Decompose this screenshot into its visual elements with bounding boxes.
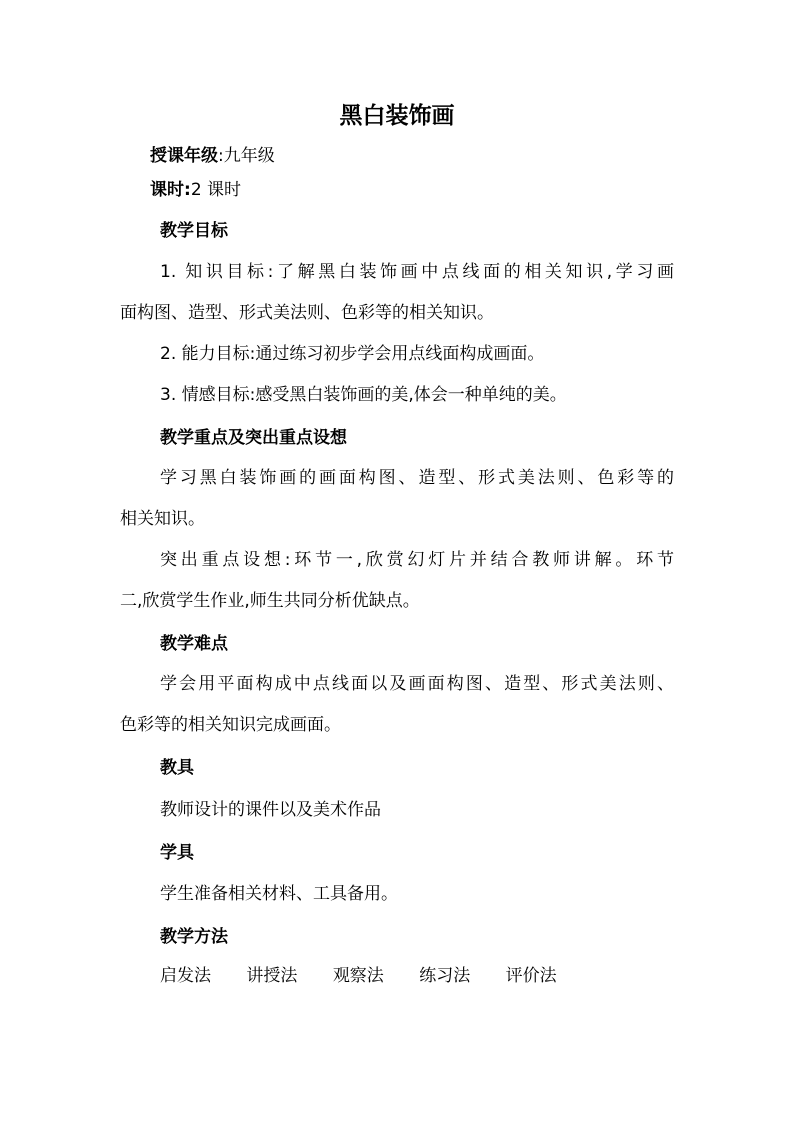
difficulties-line-2: 色彩等的相关知识完成画面。 (120, 715, 341, 735)
key-points-p2-line-1: 突出重点设想:环节一,欣赏幻灯片并结合教师讲解。环节 (160, 550, 674, 570)
period-label: 课时: (150, 180, 191, 200)
grade-separator: : (218, 146, 224, 166)
grade-value: 九年级 (223, 146, 275, 166)
objective-3: 3. 情感目标:感受黑白装饰画的美,体会一种单纯的美。 (160, 385, 567, 405)
student-aids-text: 学生准备相关材料、工具备用。 (160, 884, 398, 904)
objective-1-line-2: 面构图、造型、形式美法则、色彩等的相关知识。 (120, 303, 494, 323)
key-points-p1-line-2: 相关知识。 (120, 509, 205, 529)
method-item: 启发法 (160, 966, 211, 986)
student-aids-heading: 学具 (160, 843, 194, 863)
period-value: 2 课时 (190, 180, 242, 200)
key-points-heading: 教学重点及突出重点设想 (160, 428, 347, 448)
key-points-p1-line-1: 学习黑白装饰画的画面构图、造型、形式美法则、色彩等的 (160, 468, 674, 488)
method-item: 观察法 (332, 966, 384, 986)
objectives-heading: 教学目标 (160, 221, 228, 241)
grade-line (150, 143, 275, 169)
methods-heading: 教学方法 (160, 927, 228, 947)
methods-list (160, 963, 587, 989)
difficulties-heading: 教学难点 (160, 634, 228, 654)
objective-1-line-1: 1. 知识目标:了解黑白装饰画中点线面的相关知识,学习画 (160, 262, 674, 282)
objective-2: 2. 能力目标:通过练习初步学会用点线面构成画面。 (160, 344, 545, 364)
teaching-aids-text: 教师设计的课件以及美术作品 (160, 800, 381, 820)
method-item: 评价法 (505, 966, 557, 986)
grade-label: 授课年级 (150, 146, 218, 166)
method-item: 练习法 (419, 966, 471, 986)
teaching-aids-heading: 教具 (160, 758, 194, 778)
difficulties-line-1: 学会用平面构成中点线面以及画面构图、造型、形式美法则、 (160, 674, 674, 694)
document-title: 黑白装饰画 (339, 103, 455, 129)
key-points-p2-line-2: 二,欣赏学生作业,师生共同分析优缺点。 (120, 591, 420, 611)
method-item: 讲授法 (246, 966, 298, 986)
period-line (150, 177, 241, 203)
